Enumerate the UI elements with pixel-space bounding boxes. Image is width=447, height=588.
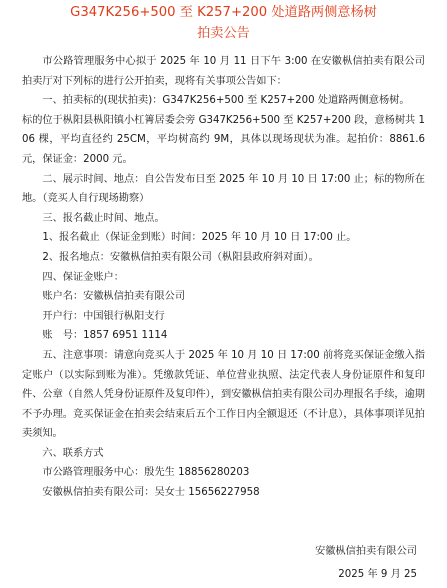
account-name: 账户名：安徽枞信拍卖有限公司	[42, 291, 186, 303]
section-4-heading: 四、保证金账户：	[42, 271, 124, 283]
signature-org: 安徽枞信拍卖有限公司	[315, 546, 417, 557]
account-number: 账 号：1857 6951 1114	[42, 330, 168, 342]
section-1-body: 标的位于枞阳县枞阳镇小杠箐居委会旁 G347K256+500 至 K257+200 段，意杨树共 106 棵，平均直径约 25CM，平均树高约 9M，具体以现场现状为准。起拍价：8861.6 元，保证金：2000 元。	[22, 114, 425, 165]
contact-2: 安徽枞信拍卖有限公司：吴女士 15656227958	[42, 487, 260, 499]
section-3-item-1: 1、报名截止（保证金到账）时间：2025 年 10 月 10 日 17:00 止。	[42, 232, 357, 244]
section-6-heading: 六、联系方式	[42, 447, 104, 459]
section-1-heading: 一、拍卖标的(现状拍卖)：G347K256+500 至 K257+200 处道路两侧意杨树。	[42, 95, 410, 107]
bank-name: 开户行：中国银行枞阳支行	[42, 310, 165, 322]
section-3-heading: 三、报名截止时间、地点。	[42, 212, 165, 224]
intro-paragraph: 市公路管理服务中心拟于 2025 年 10 月 11 日下午 3:00 在安徽枞信拍卖有限公司拍卖厅对下列标的进行公开拍卖，现将有关事项公告如下：	[22, 56, 425, 87]
section-5-notice: 五、注意事项：请意向竞买人于 2025 年 10 月 10 日 17:00 前将竞买保证金缴入指定账户（以实际到账为准）。凭缴款凭证、单位营业执照、法定代表人身份证原件和复印件、公章（自然人凭身份证原件及复印件），到安徽枞信拍卖有限公司办理报名手续，逾期不予办理。竞买保证金在拍卖会结束后五个工作日内全额退还（不计息），具体事项详见拍卖须知。	[22, 349, 425, 440]
signature-date: 2025 年 9 月 25	[338, 569, 417, 580]
announcement-body	[22, 52, 425, 503]
contact-1: 市公路管理服务中心：殷先生 18856280203	[42, 467, 250, 479]
section-2: 二、展示时间、地点：自公告发布日至 2025 年 10 月 10 日 17:00 止；标的物所在地。（竞买人自行现场勘察）	[22, 173, 425, 205]
announcement-title-line1: G347K256+500 至 K257+200 处道路两侧意杨树	[70, 5, 377, 20]
section-3-item-2: 2、报名地点：安徽枞信拍卖有限公司（枞阳县政府斜对面）。	[42, 251, 319, 263]
announcement-title-line2: 拍卖公告	[197, 26, 250, 41]
